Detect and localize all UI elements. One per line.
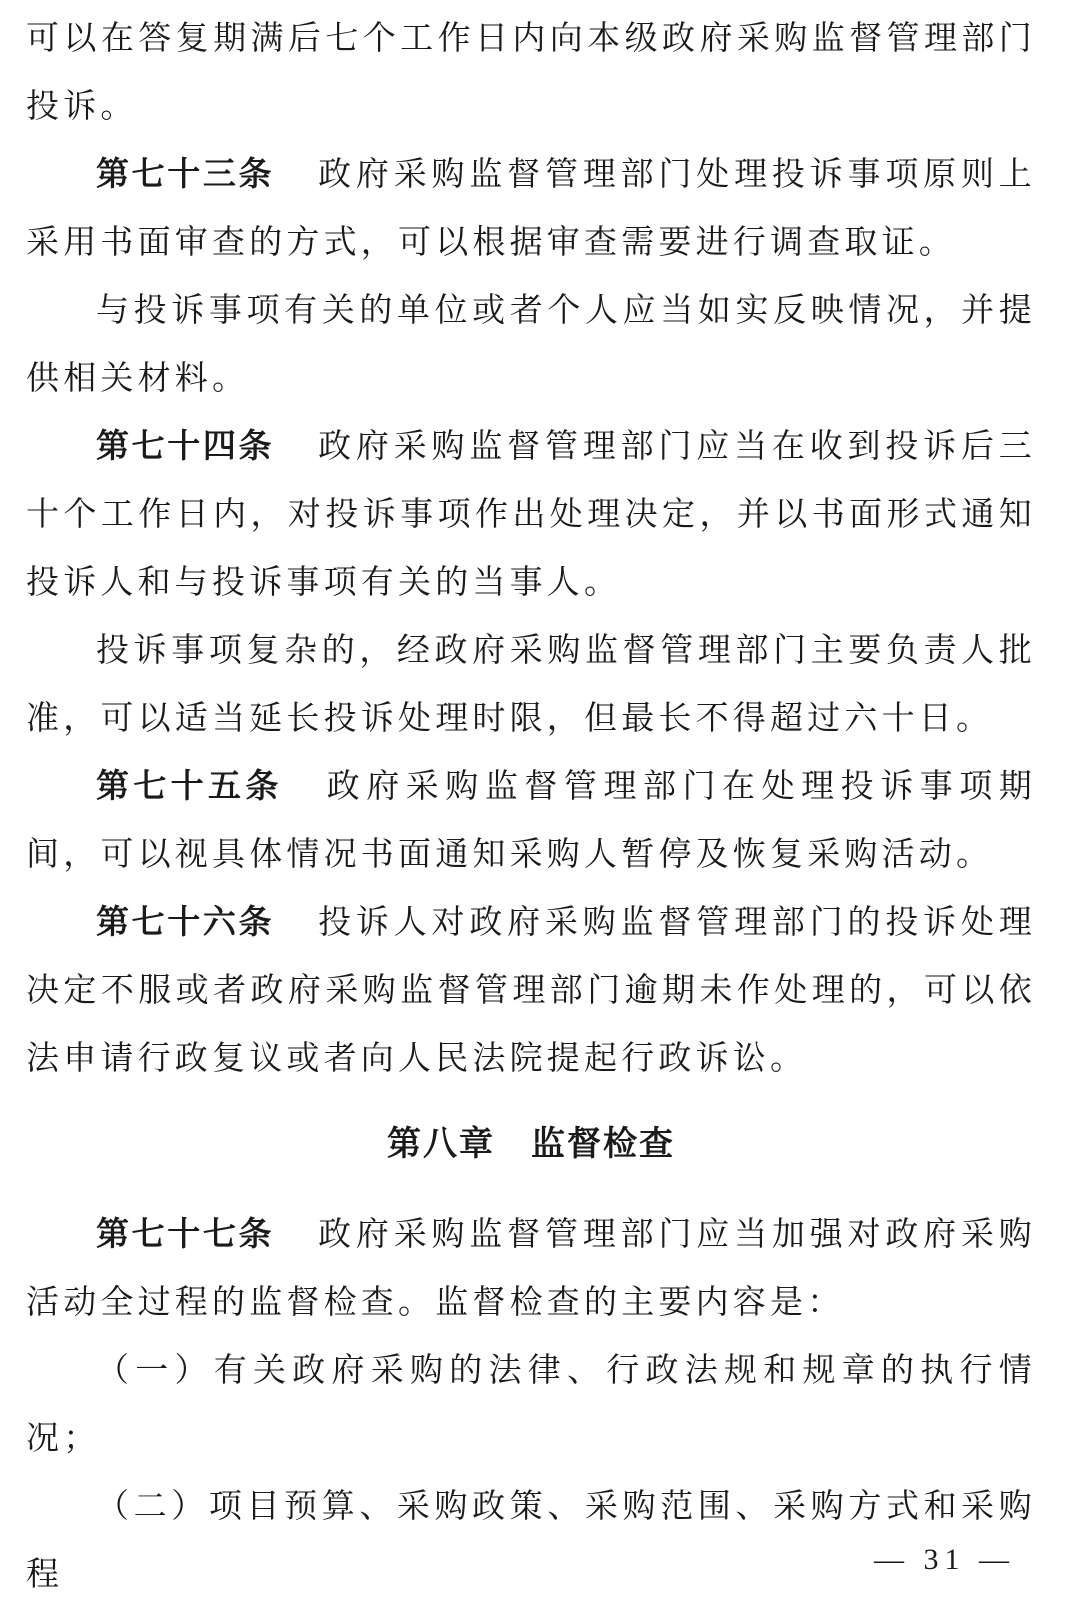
paragraph-text: 政府采购监督管理部门应当在收到投诉后三十个工作日内，对投诉事项作出处理决定，并以书面形式通知投诉人和与投诉事项有关的当事人。 — [26, 426, 1036, 601]
paragraph-text: 与投诉事项有关的单位或者个人应当如实反映情况，并提供相关材料。 — [26, 290, 1036, 397]
paragraph-text: 投诉人对政府采购监督管理部门的投诉处理决定不服或者政府采购监督管理部门逾期未作处理的，可以依法申请行政复议或者向人民法院提起行政诉讼。 — [26, 902, 1036, 1077]
article-76 — [26, 888, 1036, 1092]
article-number: 第七十七条 — [96, 1214, 275, 1253]
article-73-clause-2 — [26, 276, 1036, 412]
list-item-text: （二）项目预算、采购政策、采购范围、采购方式和采购程 — [26, 1486, 1036, 1593]
chapter-number: 第八章 — [387, 1124, 495, 1164]
article-number: 第七十四条 — [96, 426, 275, 465]
paragraph-continuation — [26, 4, 1036, 140]
paragraph-text: 政府采购监督管理部门应当加强对政府采购活动全过程的监督检查。监督检查的主要内容是： — [26, 1214, 1036, 1321]
article-number: 第七十五条 — [96, 766, 283, 805]
list-item-text: （一）有关政府采购的法律、行政法规和规章的执行情况； — [26, 1350, 1036, 1457]
article-74 — [26, 412, 1036, 616]
chapter-title-text: 监督检查 — [531, 1124, 675, 1164]
article-number: 第七十六条 — [96, 902, 275, 941]
paragraph-text: 政府采购监督管理部门在处理投诉事项期间，可以视具体情况书面通知采购人暂停及恢复采购活动。 — [26, 766, 1036, 873]
document-page — [26, 4, 1036, 1608]
paragraph-text: 可以在答复期满后七个工作日内向本级政府采购监督管理部门投诉。 — [26, 18, 1036, 125]
article-75 — [26, 752, 1036, 888]
article-77 — [26, 1200, 1036, 1336]
article-73 — [26, 140, 1036, 276]
article-number: 第七十三条 — [96, 154, 275, 193]
paragraph-text: 政府采购监督管理部门处理投诉事项原则上采用书面审查的方式，可以根据审查需要进行调查取证。 — [26, 154, 1036, 261]
paragraph-text: 投诉事项复杂的，经政府采购监督管理部门主要负责人批准，可以适当延长投诉处理时限，但最长不得超过六十日。 — [26, 630, 1036, 737]
page-number: — 31 — — [874, 1543, 1015, 1576]
chapter-heading — [26, 1110, 1036, 1178]
article-77-item-1 — [26, 1336, 1036, 1472]
article-74-clause-2 — [26, 616, 1036, 752]
